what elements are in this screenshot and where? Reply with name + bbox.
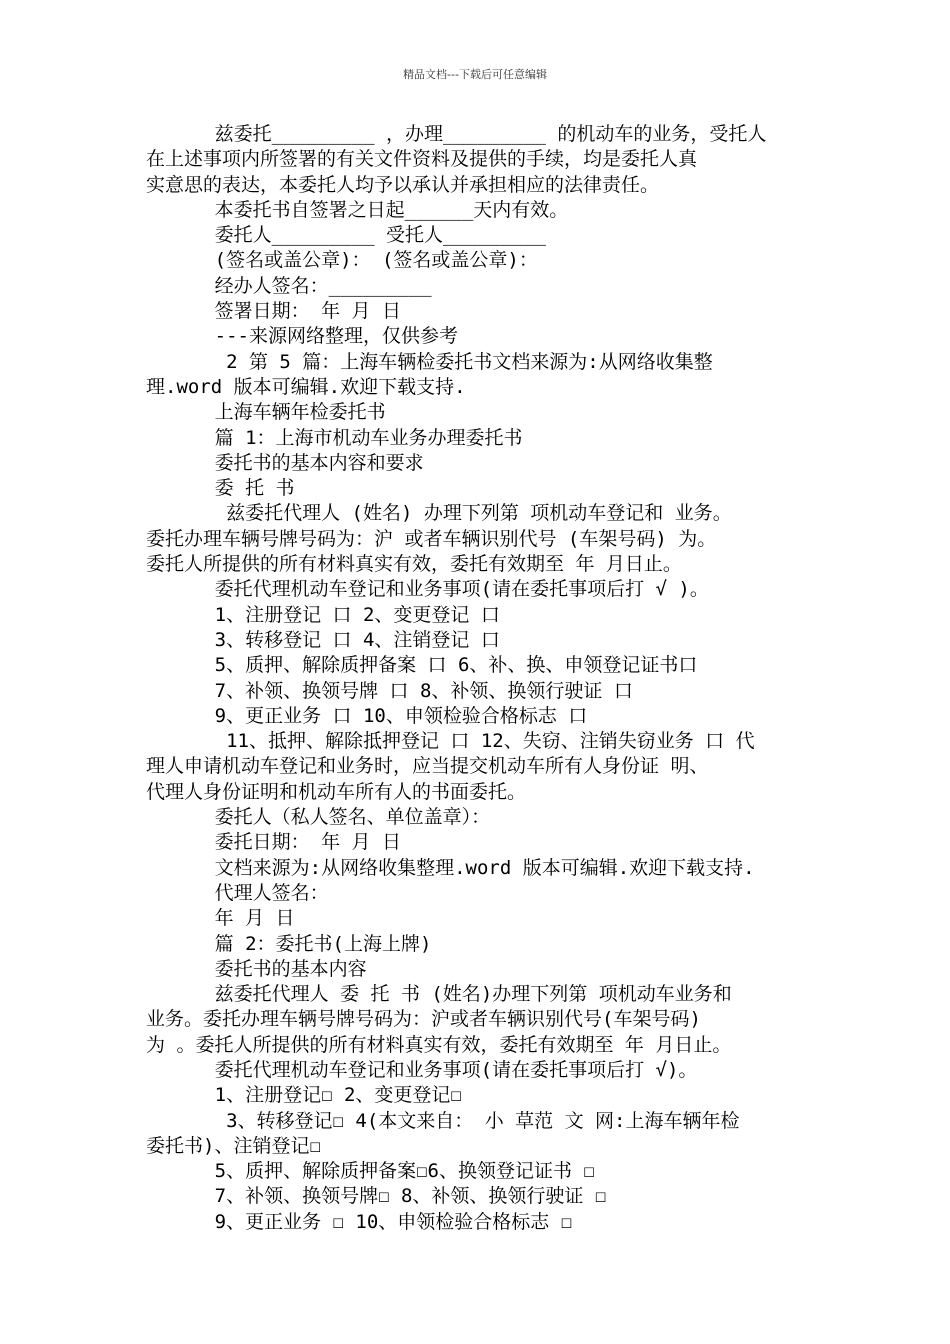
text-line: 签署日期： 年 月 日 (146, 300, 401, 323)
text-line: 篇 2：委托书(上海上牌) (146, 932, 432, 955)
text-line: 5、质押、解除质押备案 口 6、补、换、申领登记证书口 (146, 654, 698, 677)
text-line: 经办人签名：_________ (146, 274, 432, 297)
page-header: 精品文档---下载后可任意编辑 (403, 68, 547, 81)
text-line: 委托人所提供的所有材料真实有效，委托有效期至 年 月日止。 (146, 553, 682, 576)
text-line: 9、更正业务 口 10、申领检验合格标志 口 (146, 704, 588, 727)
text-line: 1、注册登记☐ 2、变更登记☐ (146, 1084, 462, 1107)
text-line: 9、更正业务 ☐ 10、申领检验合格标志 ☐ (146, 1210, 573, 1233)
text-line: 委 托 书 (146, 477, 295, 500)
text-line: 委托日期： 年 月 日 (146, 831, 401, 854)
text-line: 2 第 5 篇：上海车辆检委托书文档来源为:从网络收集整 (146, 350, 713, 373)
text-line: 3、转移登记☐ 4(本文来自： 小 草范 文 网:上海车辆年检 (146, 1109, 740, 1132)
text-line: 本委托书自签署之日起______天内有效。 (146, 198, 569, 221)
text-line: 实意思的表达，本委托人均予以承认并承担相应的法律责任。 (146, 173, 660, 196)
text-line: 文档来源为:从网络收集整理.word 版本可编辑.欢迎下载支持. (146, 856, 755, 879)
text-line: 理人申请机动车登记和业务时，应当提交机动车所有人身份证 明、 (146, 755, 709, 778)
text-line: (签名或盖公章)： (签名或盖公章)： (146, 249, 538, 272)
text-line: 委托书)、注销登记☐ (146, 1134, 321, 1157)
text-line: 兹委托_________ ，办理_________ 的机动车的业务，受托人 (146, 123, 767, 145)
text-line: 代理人签名： (146, 881, 329, 904)
text-line: 上海车辆年检委托书 (146, 401, 386, 424)
text-line: 11、抵押、解除抵押登记 口 12、失窃、注销失窃业务 口 代 (146, 730, 755, 753)
document-body (146, 122, 826, 1235)
text-line: 兹委托代理人 委 托 书 (姓名)办理下列第 项机动车业务和 (146, 983, 732, 1006)
text-line: 理.word 版本可编辑.欢迎下载支持. (146, 375, 466, 398)
text-line: 委托代理机动车登记和业务事项(请在委托事项后打 √)。 (146, 1058, 698, 1081)
text-line: 7、补领、换领号牌 口 8、补领、换领行驶证 口 (146, 679, 633, 702)
text-line: 3、转移登记 口 4、注销登记 口 (146, 628, 500, 651)
text-line: 委托办理车辆号牌号码为：沪 或者车辆识别代号 (车架号码) 为。 (146, 527, 717, 550)
text-line: 委托人（私人签名、单位盖章）： (146, 806, 491, 829)
text-line: 年 月 日 (146, 907, 295, 930)
text-line: 委托书的基本内容 (146, 957, 367, 980)
text-line: 委托书的基本内容和要求 (146, 451, 424, 474)
text-line: ---来源网络整理，仅供参考 (146, 325, 458, 348)
text-line: 篇 1：上海市机动车业务办理委托书 (146, 426, 523, 449)
text-line: 代理人身份证明和机动车所有人的书面委托。 (146, 780, 527, 803)
text-line: 1、注册登记 口 2、变更登记 口 (146, 603, 500, 626)
text-line: 兹委托代理人 (姓名) 办理下列第 项机动车登记和 业务。 (146, 502, 732, 525)
text-line: 委托人_________ 受托人_________ (146, 224, 546, 247)
text-line: 7、补领、换领号牌☐ 8、补领、换领行驶证 ☐ (146, 1185, 607, 1208)
text-line: 在上述事项内所签署的有关文件资料及提供的手续，均是委托人真 (146, 148, 698, 171)
text-line: 业务。委托办理车辆号牌号码为：沪或者车辆识别代号(车架号码) (146, 1008, 701, 1031)
text-line: 5、质押、解除质押备案☐6、换领登记证书 ☐ (146, 1160, 595, 1183)
text-line: 为 。委托人所提供的所有材料真实有效，委托有效期至 年 月日止。 (146, 1033, 732, 1056)
text-line: 委托代理机动车登记和业务事项(请在委托事项后打 √ )。 (146, 578, 709, 601)
